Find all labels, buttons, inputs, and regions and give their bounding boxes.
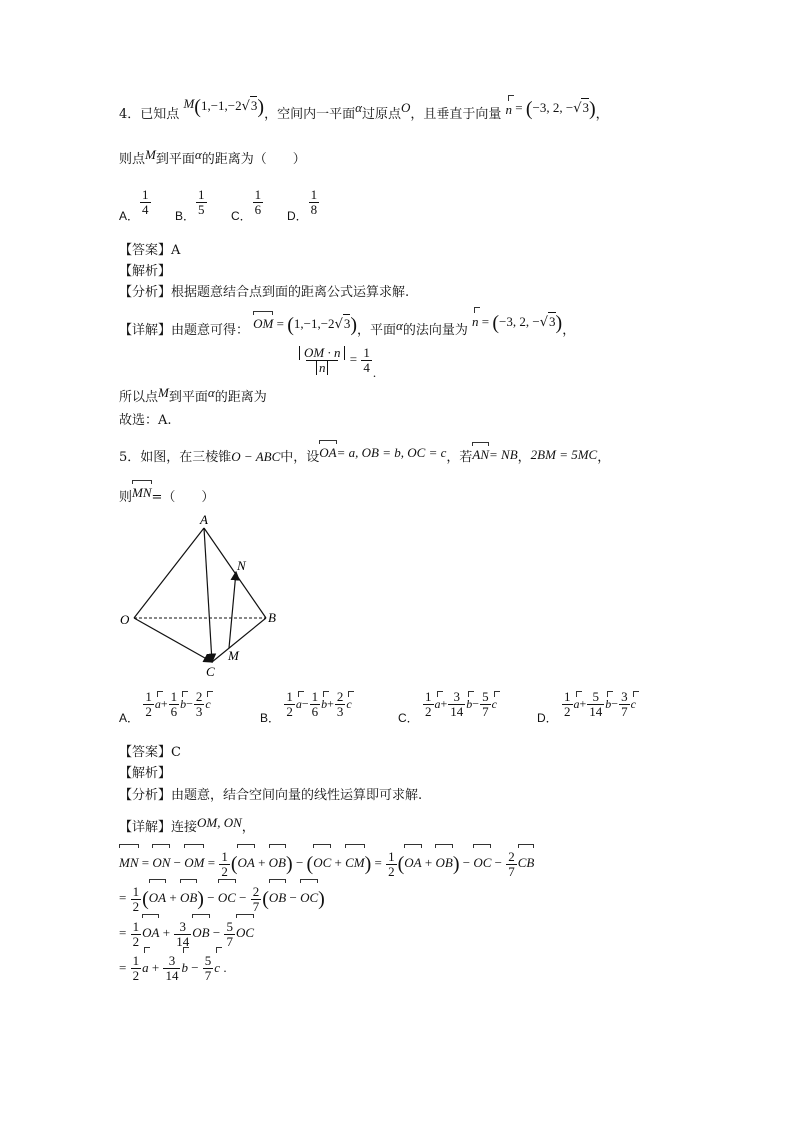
edge-OA (134, 528, 204, 618)
edge-BC (212, 618, 266, 662)
derivation-line-1: MN = ON − OM = $\frac{1}{2}$ (OA + OB) − (OC + CM) = $\frac{1}{2}$ (OA + OB) − OC − $\frac{2}{7}$ CB (119, 848, 535, 879)
q4-option-b[interactable]: B． $\frac{1}{5}$ (175, 187, 205, 223)
derivation-line-3: = $\frac{1}{2}$ OA + $\frac{3}{14}$ OB − $\frac{5}{7}$ OC (119, 918, 255, 949)
label-N: N (237, 558, 246, 573)
derivation-line-2: = $\frac{1}{2}$ (OA + OB) − OC − $\frac{2}{7}$ (OB − OC) (119, 883, 325, 914)
q4-choose: 故选：A. (119, 413, 172, 428)
edge-AC (204, 528, 212, 662)
q4-detail: 【详解】由题意可得： OM = (1,−1,−2√3)，平面α的法向量为 n = (−3, 2, −√3)， (119, 311, 576, 338)
label-M: M (228, 648, 239, 663)
vector-MN (229, 572, 236, 648)
sqrt-symbol: √ (241, 99, 250, 114)
point-M: M (183, 96, 195, 111)
q4-option-d[interactable]: D． $\frac{1}{8}$ (287, 187, 318, 223)
q4-distance-line: 所以点M到平面α的距离为 (119, 385, 267, 405)
vector-OM: OM (253, 316, 274, 331)
q4-line1: 4．已知点 M(1,−1,−2√3)，空间内一平面α过原点O，且垂直于向量 n = (−3, 2, −√3)， (119, 95, 609, 122)
q5-fenxi: 【分析】由题意，结合空间向量的线性运算即可求解. (119, 788, 423, 803)
edge-OC (134, 618, 212, 662)
q5-option-b[interactable]: B． $\frac{1}{2}$ a− $\frac{1}{6}$ b+ $\frac{2}{3}$ c (260, 689, 352, 725)
q5-jiexi: 【解析】 (119, 766, 172, 781)
q5-option-a[interactable]: A． $\frac{1}{2}$ a+ $\frac{1}{6}$ b− $\frac{2}{3}$ c (119, 689, 211, 725)
q5-line2: 则MN=（ ） (119, 485, 215, 505)
q5-option-c[interactable]: C． $\frac{1}{2}$ a+ $\frac{3}{14}$ b− $\frac{5}{7}$ c (398, 689, 497, 725)
q5-line1: 5．如图，在三棱锥O − ABC中，设OA= a, OB = b, OC = c，若AN= NB，2BM = 5MC， (119, 445, 611, 465)
derivation (119, 848, 534, 983)
q4-answer: 【答案】A (119, 243, 181, 258)
label-A: A (200, 512, 208, 527)
label-C: C (206, 664, 215, 679)
q4-distance-formula: $\frac{OM \cdot n}{n}$ = $\frac{1}{4}$ . (298, 346, 376, 375)
q4-option-c[interactable]: C． $\frac{1}{6}$ (231, 187, 262, 223)
q4-line2: 则点M到平面α的距离为（ ） (119, 147, 306, 167)
q5-option-d[interactable]: D． $\frac{1}{2}$ a+ $\frac{5}{14}$ b− $\frac{3}{7}$ c (537, 689, 636, 725)
q4-jiexi: 【解析】 (119, 264, 172, 279)
edge-AB (204, 528, 266, 618)
q5-detail: 【详解】连接OM, ON， (119, 815, 255, 835)
vector-n: n (505, 102, 512, 117)
q5-answer: 【答案】C (119, 745, 181, 760)
label-B: B (268, 610, 276, 625)
label-O: O (120, 612, 130, 627)
derivation-line-4: = $\frac{1}{2}$ a + $\frac{3}{14}$ b − $\frac{5}{7}$ c . (119, 953, 227, 984)
q4-fenxi: 【分析】根据题意结合点到面的距离公式运算求解. (119, 285, 410, 300)
q4-option-a[interactable]: A． $\frac{1}{4}$ (119, 187, 149, 223)
tetrahedron-figure (116, 510, 286, 680)
